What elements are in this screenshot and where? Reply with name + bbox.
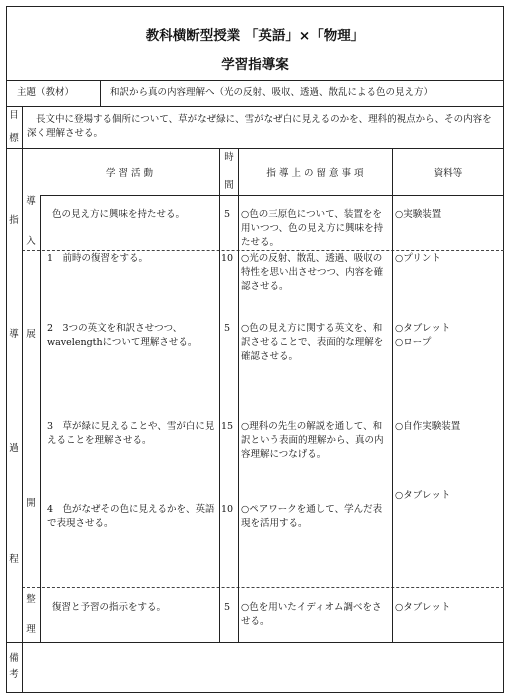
side-label-tei: 程	[9, 554, 19, 565]
row-2-notes: ○色の見え方に関する英文を、和訳させることで、表面的な理解を確認させる。	[241, 323, 384, 362]
row-4-materials: ○タブレット	[395, 490, 451, 501]
phase-dev: 展	[26, 329, 36, 340]
row-3-materials: ○自作実験装置	[395, 421, 461, 432]
row-1-time: 10	[221, 253, 234, 264]
grid-line-notes-right	[392, 148, 393, 642]
row-2-time: 5	[224, 323, 231, 334]
remarks-area	[23, 643, 503, 692]
row-3-time: 15	[221, 421, 234, 432]
col-head-materials: 資料等	[433, 168, 463, 179]
goal-label-bottom: 標	[9, 133, 19, 144]
row-0-time: 5	[224, 209, 231, 220]
row-2-activity: 2 3つの英文を和訳させつつ、wavelengthについて理解させる。	[47, 323, 198, 348]
col-head-activity: 学 習 活 動	[105, 168, 154, 179]
theme-label: 主題（教材）	[17, 87, 75, 98]
grid-line-phase	[40, 195, 41, 642]
row-5-activity: 復習と予習の指示をする。	[52, 602, 167, 613]
grid-dash-under-intro	[22, 250, 504, 251]
side-label-dou: 導	[9, 329, 19, 340]
row-0-activity: 色の見え方に興味を持たせる。	[52, 209, 186, 220]
document-title: 教科横断型授業 「英語」×「物理」	[145, 28, 365, 44]
phase-kai: 開	[26, 498, 36, 509]
row-3-notes: ○理科の先生の解説を通して、和訳という表面的理解から、真の内容理解につなげる。	[241, 421, 384, 460]
remarks-label-top: 備	[9, 653, 19, 664]
phase-intro-top: 導	[26, 196, 36, 207]
row-2-materials: ○タブレット	[395, 323, 451, 334]
row-5-notes: ○色を用いたイディオム調べをさせる。	[241, 602, 382, 627]
phase-sum-bottom: 理	[26, 624, 36, 635]
side-label-ka: 過	[9, 443, 19, 454]
row-5-time: 5	[224, 602, 231, 613]
row-4-time: 10	[221, 504, 234, 515]
row-2-materials-2: ○ロープ	[395, 337, 432, 348]
grid-line-under-col-head	[40, 195, 504, 196]
grid-line-under-goal	[6, 148, 504, 149]
document-subtitle: 学習指導案	[221, 57, 289, 73]
row-0-materials: ○実験装置	[395, 209, 442, 220]
grid-line-time-left	[219, 148, 220, 642]
remarks-label-bottom: 考	[9, 669, 19, 680]
col-head-time-top: 時	[224, 152, 234, 163]
col-head-notes: 指 導 上 の 留 意 事 項	[266, 168, 364, 179]
row-1-notes: ○光の反射、散乱、透過、吸収の特性を思い出させつつ、内容を確認させる。	[241, 253, 384, 292]
grid-line-theme-split	[100, 80, 101, 106]
goal-text: 長文中に登場する個所について、草がなぜ緑に、雪がなぜ白に見えるのかを、理科的視点から、その内容を深く理解させる。	[27, 114, 492, 139]
phase-sum-top: 整	[26, 594, 36, 605]
goal-label-top: 目	[9, 110, 19, 121]
row-4-notes: ○ペアワークを通して、学んだ表現を活用する。	[241, 504, 383, 529]
theme-value: 和訳から真の内容理解へ（光の反射、吸収、透過、散乱による色の見え方）	[110, 87, 434, 98]
grid-dash-above-summary	[22, 587, 504, 588]
row-4-activity: 4 色がなぜその色に見えるかを、英語で表現させる。	[47, 504, 215, 529]
phase-intro-bottom: 入	[26, 236, 36, 247]
row-3-activity: 3 草が緑に見えることや、雪が白に見えることを理解させる。	[47, 421, 215, 446]
row-1-activity: 1 前時の復習をする。	[47, 253, 149, 264]
row-0-notes: ○色の三原色について、装置をを用いつつ、色の見え方に興味を持たせる。	[241, 209, 384, 248]
grid-line-time-right	[238, 148, 239, 642]
grid-line-under-theme	[6, 106, 504, 107]
grid-line-goal-label	[22, 106, 23, 148]
side-label-shi: 指	[9, 215, 19, 226]
grid-line-side-label	[22, 148, 23, 642]
row-1-materials: ○プリント	[395, 253, 441, 264]
row-5-materials: ○タブレット	[395, 602, 451, 613]
col-head-time-bottom: 間	[224, 180, 234, 191]
grid-line-under-title	[6, 80, 504, 81]
